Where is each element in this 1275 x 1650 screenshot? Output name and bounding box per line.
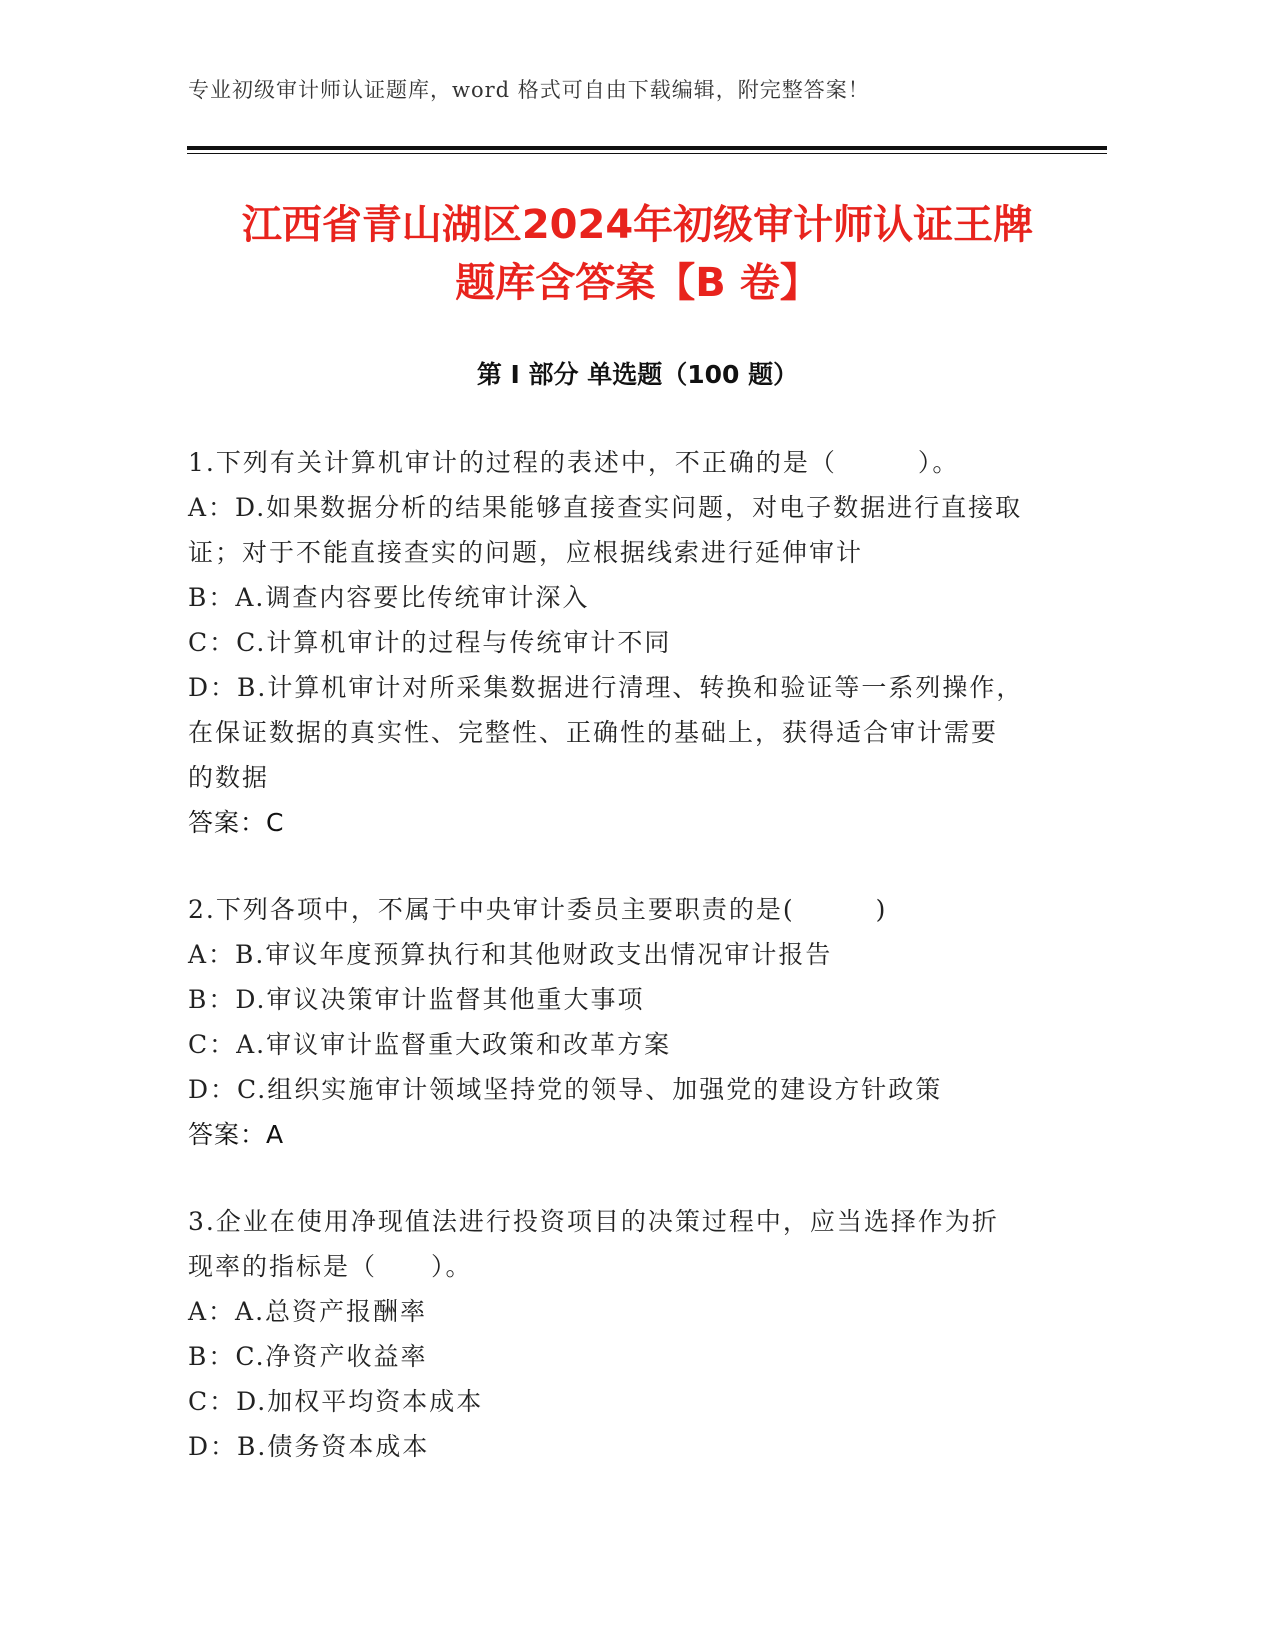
question-stem: 1.下列有关计算机审计的过程的表述中，不正确的是（ ）。	[188, 448, 960, 477]
option-c: C：D.加权平均资本成本	[188, 1387, 484, 1416]
answer: 答案：A	[188, 1120, 285, 1149]
question-3	[188, 1199, 1068, 1469]
question-list	[188, 440, 1068, 1511]
document-title	[170, 196, 1105, 312]
option-d-continued: 的数据	[188, 763, 270, 792]
option-d: D：B.计算机审计对所采集数据进行清理、转换和验证等一系列操作，	[188, 673, 1024, 702]
option-d: D：C.组织实施审计领域坚持党的领导、加强党的建设方针政策	[188, 1075, 943, 1104]
question-1	[188, 440, 1068, 845]
question-stem-continued: 现率的指标是（ ）。	[188, 1252, 473, 1281]
option-b: B：C.净资产收益率	[188, 1342, 428, 1371]
option-c: C：C.计算机审计的过程与传统审计不同	[188, 628, 672, 657]
answer: 答案：C	[188, 808, 285, 837]
section-title: 第 I 部分 单选题（100 题）	[476, 360, 799, 389]
header-divider-thin	[187, 153, 1107, 154]
title-line-1: 江西省青山湖区2024年初级审计师认证王牌	[241, 202, 1034, 248]
option-a: A：B.审议年度预算执行和其他财政支出情况审计报告	[188, 940, 833, 969]
option-b: B：D.审议决策审计监督其他重大事项	[188, 985, 645, 1014]
option-c: C：A.审议审计监督重大政策和改革方案	[188, 1030, 672, 1059]
option-b: B：A.调查内容要比传统审计深入	[188, 583, 590, 612]
title-line-2: 题库含答案【B 卷】	[455, 260, 820, 306]
option-a: A：D.如果数据分析的结果能够直接查实问题，对电子数据进行直接取	[188, 493, 1023, 522]
header-note: 专业初级审计师认证题库，word 格式可自由下载编辑，附完整答案！	[188, 78, 870, 102]
question-stem: 2.下列各项中，不属于中央审计委员主要职责的是( )	[188, 895, 888, 924]
option-d: D：B.债务资本成本	[188, 1432, 430, 1461]
option-a-continued: 证；对于不能直接查实的问题，应根据线索进行延伸审计	[188, 538, 864, 567]
question-stem: 3.企业在使用净现值法进行投资项目的决策过程中，应当选择作为折	[188, 1207, 999, 1236]
option-d-continued: 在保证数据的真实性、完整性、正确性的基础上，获得适合审计需要	[188, 718, 999, 747]
header-divider-thick	[187, 146, 1107, 150]
option-a: A：A.总资产报酬率	[188, 1297, 428, 1326]
question-2	[188, 887, 1068, 1157]
